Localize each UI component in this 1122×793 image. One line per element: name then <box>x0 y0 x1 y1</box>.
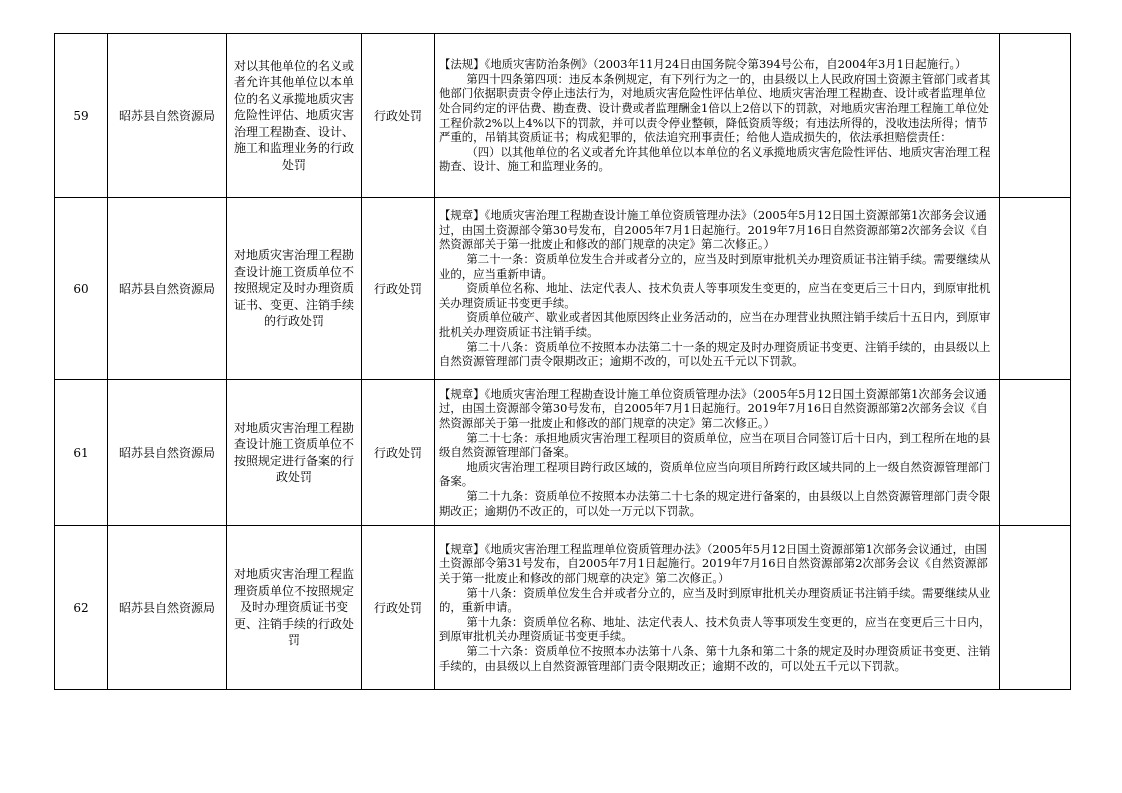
table-row <box>55 380 1071 526</box>
department-cell: 昭苏县自然资源局 <box>108 526 227 690</box>
table-row <box>55 526 1071 690</box>
basis-article: 资质单位破产、歇业或者因其他原因终止业务活动的，应当在办理营业执照注销手续后十五日内，到原审批机关办理资质证书注销手续。 <box>439 310 991 339</box>
basis-article: 第十八条：资质单位发生合并或者分立的，应当及时到原审批机关办理资质证书注销手续。需要继续从业的，重新申请。 <box>439 585 991 615</box>
table-row <box>55 34 1071 198</box>
basis-article: 资质单位名称、地址、法定代表人、技术负责人等事项发生变更的，应当在变更后三十日内，到原审批机关办理资质证书变更手续。 <box>439 281 991 310</box>
basis-article: 第四十四条第四项：违反本条例规定，有下列行为之一的，由县级以上人民政府国土资源主管部门或者其他部门依据职责责令停止违法行为，对地质灾害危险性评估单位、地质灾害治理工程勘查、设计或者监理单位处合同约定的评估费、勘查费、设计费或者监理酬金1倍以上2倍以下的罚款，对地质灾害治理工程施工单位处工程价款2%以上4%以下的罚款，并可以责令停业整顿，降低资质等级；有违法所得的，没收违法所得；情节严重的，吊销其资质证书；构成犯罪的，依法追究刑事责任；给他人造成损失的，依法承担赔偿责任： <box>439 71 991 145</box>
item-name: 对地质灾害治理工程勘查设计施工资质单位不按照规定进行备案的行政处罚 <box>233 420 354 484</box>
row-number: 62 <box>55 526 108 690</box>
penalty-items-table <box>54 33 1071 690</box>
basis-source: 【规章】《地质灾害治理工程勘查设计施工单位资质管理办法》（2005年5月12日国土资源部第1次部务会议通过，由国土资源部令第30号发布，自2005年7月1日起施行。2019年7月16日自然资源部第2次部务会议《自然资源部关于第一批废止和修改的部门规章的决定》第二次修正。） <box>439 208 988 252</box>
basis-article: 第二十八条：资质单位不按照本办法第二十一条的规定及时办理资质证书变更、注销手续的，由县级以上自然资源管理部门责令限期改正；逾期不改的，可以处五千元以下罚款。 <box>439 339 991 369</box>
basis-article: 第二十六条：资质单位不按照本办法第十八条、第十九条和第二十条的规定及时办理资质证书变更、注销手续的，由县级以上自然资源管理部门责令限期改正；逾期不改的，可以处五千元以下罚款。 <box>439 643 991 673</box>
table-row <box>55 198 1071 380</box>
basis-article: 第二十九条：资质单位不按照本办法第二十七条的规定进行备案的，由县级以上自然资源管理部门责令限期改正；逾期仍不改正的，可以处一万元以下罚款。 <box>439 488 991 518</box>
legal-basis-cell <box>435 380 1000 526</box>
item-name: 对以其他单位的名义或者允许其他单位以本单位的名义承揽地质灾害危险性评估、地质灾害治理工程勘查、设计、施工和监理业务的行政处罚 <box>233 58 354 172</box>
row-number: 61 <box>55 380 108 526</box>
legal-basis-cell <box>435 34 1000 198</box>
basis-article: 第十九条：资质单位名称、地址、法定代表人、技术负责人等事项发生变更的，应当在变更后三十日内，到原审批机关办理资质证书变更手续。 <box>439 614 991 644</box>
basis-source: 【规章】《地质灾害治理工程勘查设计施工单位资质管理办法》（2005年5月12日国土资源部第1次部务会议通过，由国土资源部令第30号发布，自2005年7月1日起施行。2019年7月16日自然资源部第2次部务会议《自然资源部关于第一批废止和修改的部门规章的决定》第二次修正。） <box>439 386 988 431</box>
item-name-cell <box>227 526 362 690</box>
row-number: 60 <box>55 198 108 380</box>
basis-article: （四）以其他单位的名义或者允许其他单位以本单位的名义承揽地质灾害危险性评估、地质灾害治理工程勘查、设计、施工和监理业务的。 <box>439 144 991 174</box>
department-cell: 昭苏县自然资源局 <box>108 198 227 380</box>
note-cell <box>1000 198 1071 380</box>
basis-article: 第二十七条：承担地质灾害治理工程项目的资质单位，应当在项目合同签订后十日内，到工程所在地的县级自然资源管理部门备案。 <box>439 430 991 460</box>
item-name-cell <box>227 198 362 380</box>
item-name: 对地质灾害治理工程监理资质单位不按照规定及时办理资质证书变更、注销手续的行政处罚 <box>233 567 354 648</box>
penalty-type-cell: 行政处罚 <box>362 198 435 380</box>
basis-article: 地质灾害治理工程项目跨行政区域的，资质单位应当向项目所跨行政区域共同的上一级自然资源管理部门备案。 <box>439 459 991 489</box>
basis-source: 【法规】《地质灾害防治条例》（2003年11月24日由国务院令第394号公布，自2004年3月1日起施行。） <box>439 57 967 72</box>
note-cell <box>1000 380 1071 526</box>
penalty-type-cell: 行政处罚 <box>362 380 435 526</box>
note-cell <box>1000 34 1071 198</box>
legal-basis-cell <box>435 526 1000 690</box>
penalty-type-cell: 行政处罚 <box>362 526 435 690</box>
penalty-type-cell: 行政处罚 <box>362 34 435 198</box>
basis-article: 第二十一条：资质单位发生合并或者分立的，应当及时到原审批机关办理资质证书注销手续。需要继续从业的，应当重新申请。 <box>439 252 991 281</box>
item-name-cell <box>227 380 362 526</box>
note-cell <box>1000 526 1071 690</box>
department-cell: 昭苏县自然资源局 <box>108 380 227 526</box>
department-cell: 昭苏县自然资源局 <box>108 34 227 198</box>
item-name-cell <box>227 34 362 198</box>
legal-basis-cell <box>435 198 1000 380</box>
item-name: 对地质灾害治理工程勘查设计施工资质单位不按照规定及时办理资质证书、变更、注销手续的行政处罚 <box>233 248 354 329</box>
basis-source: 【规章】《地质灾害治理工程监理单位资质管理办法》（2005年5月12日国土资源部第1次部务会议通过，由国土资源部令第31号发布，自2005年7月1日起施行。2019年7月16日自然资源部第2次部务会议《自然资源部关于第一批废止和修改的部门规章的决定》第二次修正。） <box>439 541 988 586</box>
row-number: 59 <box>55 34 108 198</box>
